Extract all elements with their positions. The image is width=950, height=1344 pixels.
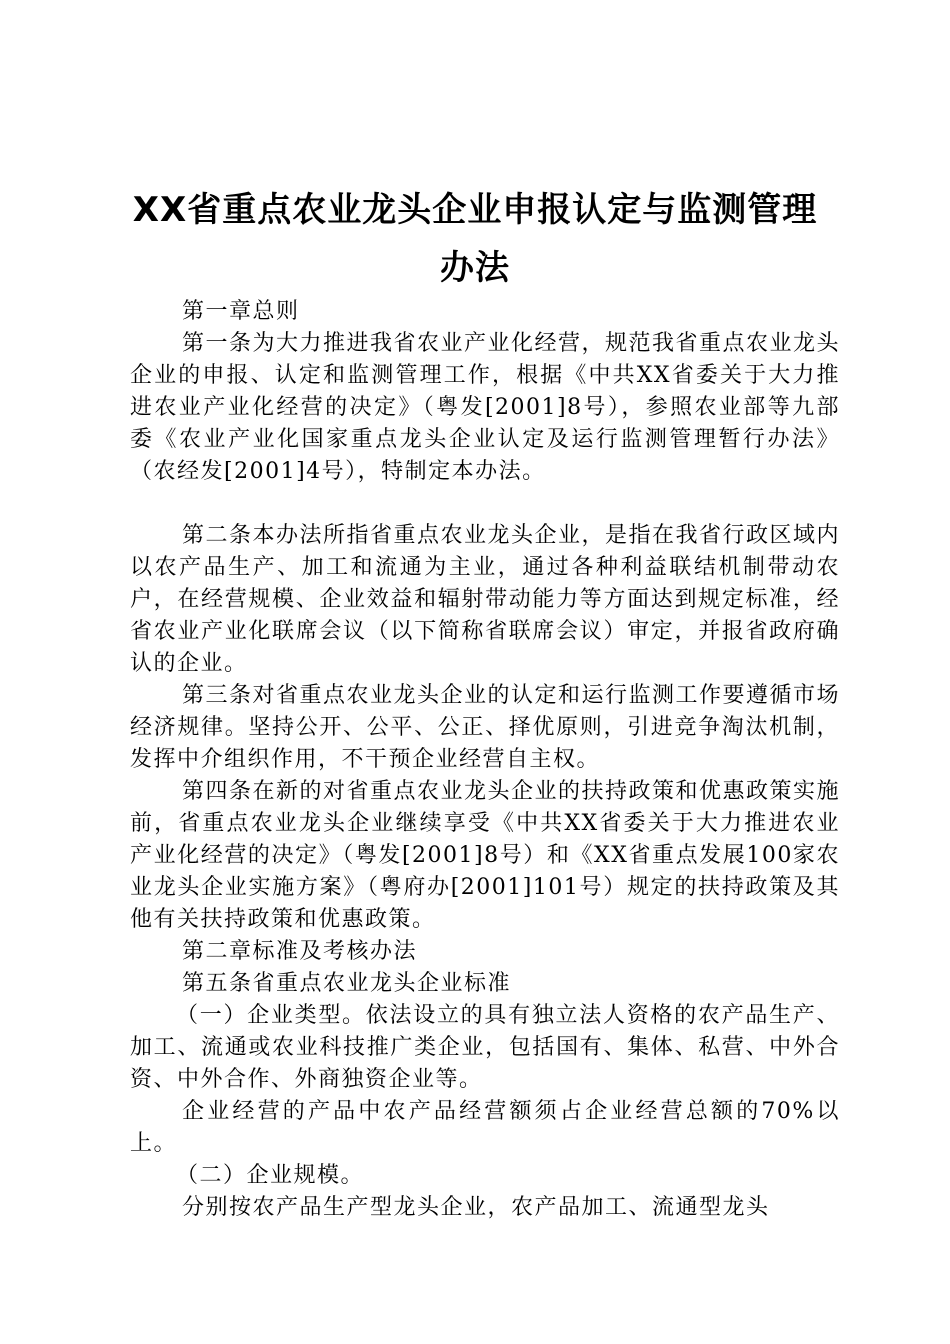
clause-paragraph: 分别按农产品生产型龙头企业，农产品加工、流通型龙头	[182, 1195, 770, 1220]
article-paragraph: 第二条本办法所指省重点农业龙头企业，是指在我省行政区域内以农产品生产、加工和流通为主业，通过各种利益联结机制带动农户，在经营规模、企业效益和辐射带动能力等方面达到规定标准，经省农业产业化联席会议（以下简称省联席会议）审定，并报省政府确认的企业。	[130, 523, 841, 676]
clause-paragraph: 企业经营的产品中农产品经营额须占企业经营总额的70%以上。	[130, 1099, 840, 1156]
article-paragraph: 第三条对省重点农业龙头企业的认定和运行监测工作要遵循市场经济规律。坚持公开、公平、公正、择优原则，引进竞争淘汰机制，发挥中介组织作用，不干预企业经营自主权。	[130, 683, 841, 772]
document-title-line-2: 办法	[440, 248, 510, 288]
document-body	[130, 296, 840, 1224]
clause-paragraph: （一）企业类型。依法设立的具有独立法人资格的农产品生产、加工、流通或农业科技推广类企业，包括国有、集体、私营、中外合资、中外合作、外商独资企业等。	[130, 1003, 840, 1092]
document-title-line-1: XX省重点农业龙头企业申报认定与监测管理	[132, 190, 818, 230]
article-paragraph: 第五条省重点农业龙头企业标准	[182, 971, 512, 996]
chapter-heading: 第一章总则	[182, 299, 300, 324]
article-paragraph: 第一条为大力推进我省农业产业化经营，规范我省重点农业龙头企业的申报、认定和监测管理工作，根据《中共XX省委关于大力推进农业产业化经营的决定》（粤发[2001]8号），参照农业部等九部委《农业产业化国家重点龙头企业认定及运行监测管理暂行办法》（农经发[2001]4号），特制定本办法。	[130, 331, 841, 484]
chapter-heading: 第二章标准及考核办法	[182, 939, 418, 964]
clause-paragraph: （二）企业规模。	[176, 1163, 365, 1188]
article-paragraph: 第四条在新的对省重点农业龙头企业的扶持政策和优惠政策实施前，省重点农业龙头企业继续享受《中共XX省委关于大力推进农业产业化经营的决定》（粤发[2001]8号）和《XX省重点发展100家农业龙头企业实施方案》（粤府办[2001]101号）规定的扶持政策及其他有关扶持政策和优惠政策。	[130, 779, 841, 932]
